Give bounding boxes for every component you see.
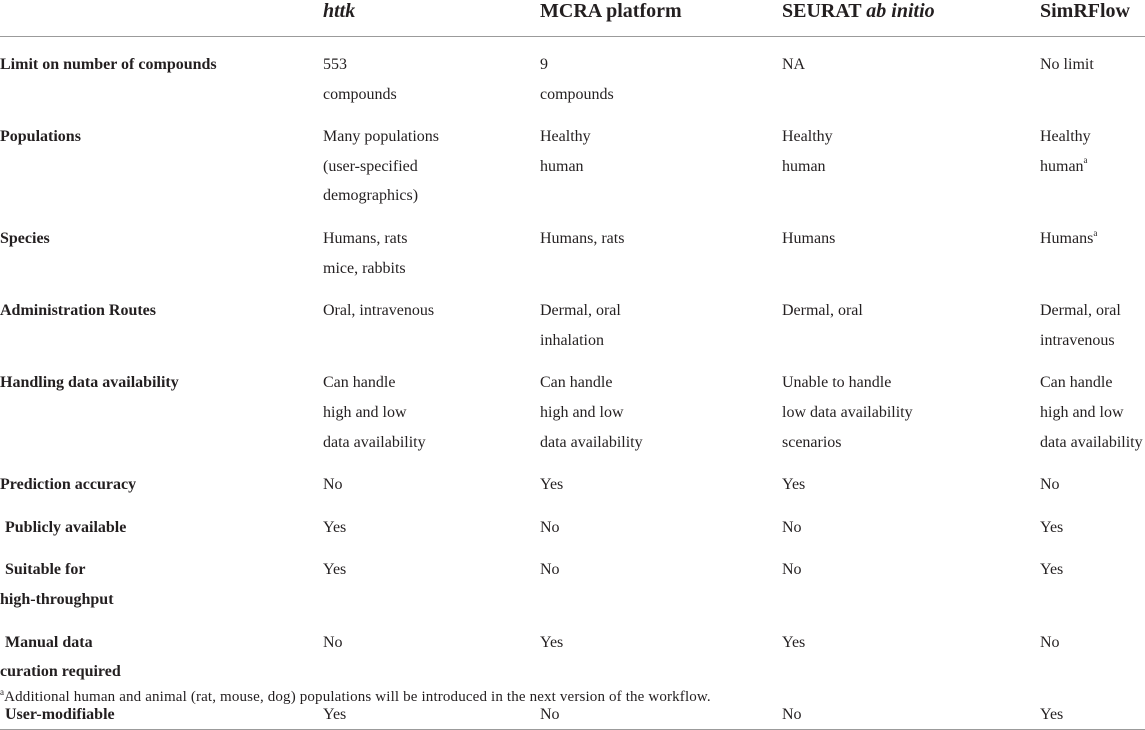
- table-cell: [782, 542, 1040, 614]
- table-cell: [1040, 457, 1145, 500]
- table-row: [0, 109, 1145, 211]
- table-row: [0, 355, 1145, 457]
- row-label-line: Manual data: [5, 633, 93, 651]
- table-cell: [782, 355, 1040, 457]
- table-cell: [540, 542, 782, 614]
- header-cell-httk: [323, 0, 540, 37]
- cell-line: No: [323, 476, 343, 494]
- table-cell: [782, 109, 1040, 211]
- cell-line: No: [1040, 476, 1060, 494]
- cell-line: Many populations: [323, 128, 439, 146]
- cell-line: No: [540, 561, 560, 579]
- cell-line: Dermal, oral: [782, 302, 863, 320]
- row-label-line: Species: [0, 229, 50, 247]
- table-cell: [1040, 283, 1145, 355]
- table-row: [0, 542, 1145, 614]
- table-cell: [540, 211, 782, 283]
- table-cell: [782, 457, 1040, 500]
- table-row: [0, 500, 1145, 543]
- table-cell: [540, 283, 782, 355]
- cell-line: scenarios: [782, 433, 842, 451]
- cell-line: No: [323, 633, 343, 651]
- table-cell: [323, 542, 540, 614]
- cell-line: Yes: [1040, 561, 1064, 579]
- table-cell: [1040, 37, 1145, 110]
- row-label-line: User-modifiable: [5, 705, 115, 723]
- table-cell: [540, 615, 782, 687]
- cell-line: Can handle: [540, 374, 613, 392]
- table-cell: [1040, 615, 1145, 687]
- table-row: [0, 615, 1145, 687]
- cell-line: 553: [323, 56, 347, 73]
- header-label: SEURAT: [782, 0, 867, 22]
- table-cell: [540, 109, 782, 211]
- table-cell: [1040, 355, 1145, 457]
- row-label-line: Suitable for: [5, 561, 86, 579]
- row-header-cell: [0, 37, 323, 110]
- cell-line: Healthy: [1040, 128, 1091, 146]
- cell-line: intravenous: [1040, 331, 1115, 349]
- row-header-cell: [0, 109, 323, 211]
- cell-line: No: [782, 518, 802, 536]
- table-row: [0, 211, 1145, 283]
- row-label-line: Limit on number of compounds: [0, 56, 217, 73]
- table-cell: [323, 211, 540, 283]
- cell-line: Healthy: [540, 128, 591, 146]
- row-header-cell: [0, 615, 323, 687]
- table-cell: [323, 283, 540, 355]
- cell-line: Yes: [782, 633, 806, 651]
- table-row: [0, 37, 1145, 110]
- cell-line: Humans: [1040, 229, 1094, 247]
- cell-line: No: [782, 561, 802, 579]
- cell-line: 9: [540, 56, 548, 73]
- cell-line: No limit: [1040, 56, 1094, 73]
- header-label: SimRFlow: [1040, 0, 1130, 22]
- row-header-cell: [0, 355, 323, 457]
- row-label-line: Populations: [0, 128, 81, 146]
- table-cell: [782, 687, 1040, 730]
- cell-line: Yes: [1040, 518, 1064, 536]
- table-row: [0, 457, 1145, 500]
- header-cell-mcra-platform: [540, 0, 782, 37]
- table-cell: [323, 355, 540, 457]
- cell-line: Oral, intravenous: [323, 302, 435, 320]
- cell-line: Humans, rats: [323, 229, 408, 247]
- header-cell-simrflow: [1040, 0, 1145, 37]
- cell-line: human: [540, 157, 584, 175]
- cell-line: human: [1040, 157, 1084, 175]
- table-cell: [323, 615, 540, 687]
- table-cell: [323, 457, 540, 500]
- header-label: httk: [323, 0, 356, 22]
- cell-line: high and low: [540, 403, 624, 421]
- row-header-cell: [0, 211, 323, 283]
- row-header-cell: [0, 283, 323, 355]
- row-header-cell: [0, 500, 323, 543]
- table-cell: [540, 500, 782, 543]
- cell-line: Humans: [782, 229, 836, 247]
- table-cell: [540, 457, 782, 500]
- table-cell: [323, 500, 540, 543]
- table-cell: [782, 283, 1040, 355]
- cell-line: mice, rabbits: [323, 259, 406, 277]
- row-header-cell: [0, 542, 323, 614]
- cell-line: low data availability: [782, 403, 913, 421]
- table-cell: [540, 355, 782, 457]
- cell-line: No: [540, 705, 560, 723]
- cell-line: Yes: [323, 518, 347, 536]
- table-cell: [782, 500, 1040, 543]
- cell-line: compounds: [540, 85, 614, 103]
- cell-line: Yes: [540, 476, 564, 494]
- footnote-text: Additional human and animal (rat, mouse, dog) populations will be introduced in the next version of the workflow.: [4, 689, 711, 705]
- table-body: [0, 37, 1145, 730]
- cell-line: Yes: [1040, 705, 1064, 723]
- table-cell: [1040, 109, 1145, 211]
- table-header-row: [0, 0, 1145, 37]
- table-cell: [1040, 687, 1145, 730]
- cell-line: Can handle: [323, 374, 396, 392]
- table-cell: [323, 37, 540, 110]
- table-cell: [782, 211, 1040, 283]
- cell-line: Yes: [323, 561, 347, 579]
- cell-line: Yes: [323, 705, 347, 723]
- cell-line: Dermal, oral: [1040, 302, 1121, 320]
- cell-line: Healthy: [782, 128, 833, 146]
- row-label-line: curation required: [0, 663, 121, 681]
- footnote-mark: a: [0, 687, 5, 697]
- cell-line: demographics): [323, 187, 419, 205]
- cell-line: data availability: [540, 433, 643, 451]
- row-label-line: Prediction accuracy: [0, 476, 137, 494]
- table-cell: [782, 615, 1040, 687]
- cell-line: No: [540, 518, 560, 536]
- header-label: MCRA platform: [540, 0, 682, 22]
- cell-line: Yes: [540, 633, 564, 651]
- row-label-line: Publicly available: [5, 518, 127, 536]
- cell-line: No: [1040, 633, 1060, 651]
- table-cell: [1040, 211, 1145, 283]
- row-header-cell: [0, 457, 323, 500]
- header-cell-seurat-ab-initio: [782, 0, 1040, 37]
- cell-line: data availability: [1040, 433, 1143, 451]
- cell-line: (user-specified: [323, 157, 418, 175]
- cell-line: high and low: [323, 403, 407, 421]
- row-label-line: high-throughput: [0, 590, 114, 608]
- cell-line: Unable to handle: [782, 374, 892, 392]
- table-row: [0, 283, 1145, 355]
- table-cell: [540, 37, 782, 110]
- cell-line: high and low: [1040, 403, 1124, 421]
- cell-line: NA: [782, 56, 806, 73]
- table-cell: [1040, 500, 1145, 543]
- cell-line: human: [782, 157, 826, 175]
- table-cell: [1040, 542, 1145, 614]
- row-label-line: Administration Routes: [0, 302, 157, 320]
- cell-line: No: [782, 705, 802, 723]
- footnote-mark: a: [1093, 227, 1098, 238]
- cell-line: Yes: [782, 476, 806, 494]
- cell-line: data availability: [323, 433, 426, 451]
- header-label-italic: ab initio: [866, 0, 935, 22]
- cell-line: Humans, rats: [540, 229, 625, 247]
- cell-line: compounds: [323, 85, 397, 103]
- row-label-line: Handling data availability: [0, 374, 179, 392]
- cell-line: inhalation: [540, 331, 604, 349]
- header-cell-empty: [0, 0, 323, 37]
- table-footnote: [0, 688, 711, 706]
- cell-line: Can handle: [1040, 374, 1113, 392]
- table-cell: [323, 109, 540, 211]
- table-cell: [782, 37, 1040, 110]
- footnote-mark: a: [1083, 155, 1088, 166]
- cell-line: Dermal, oral: [540, 302, 621, 320]
